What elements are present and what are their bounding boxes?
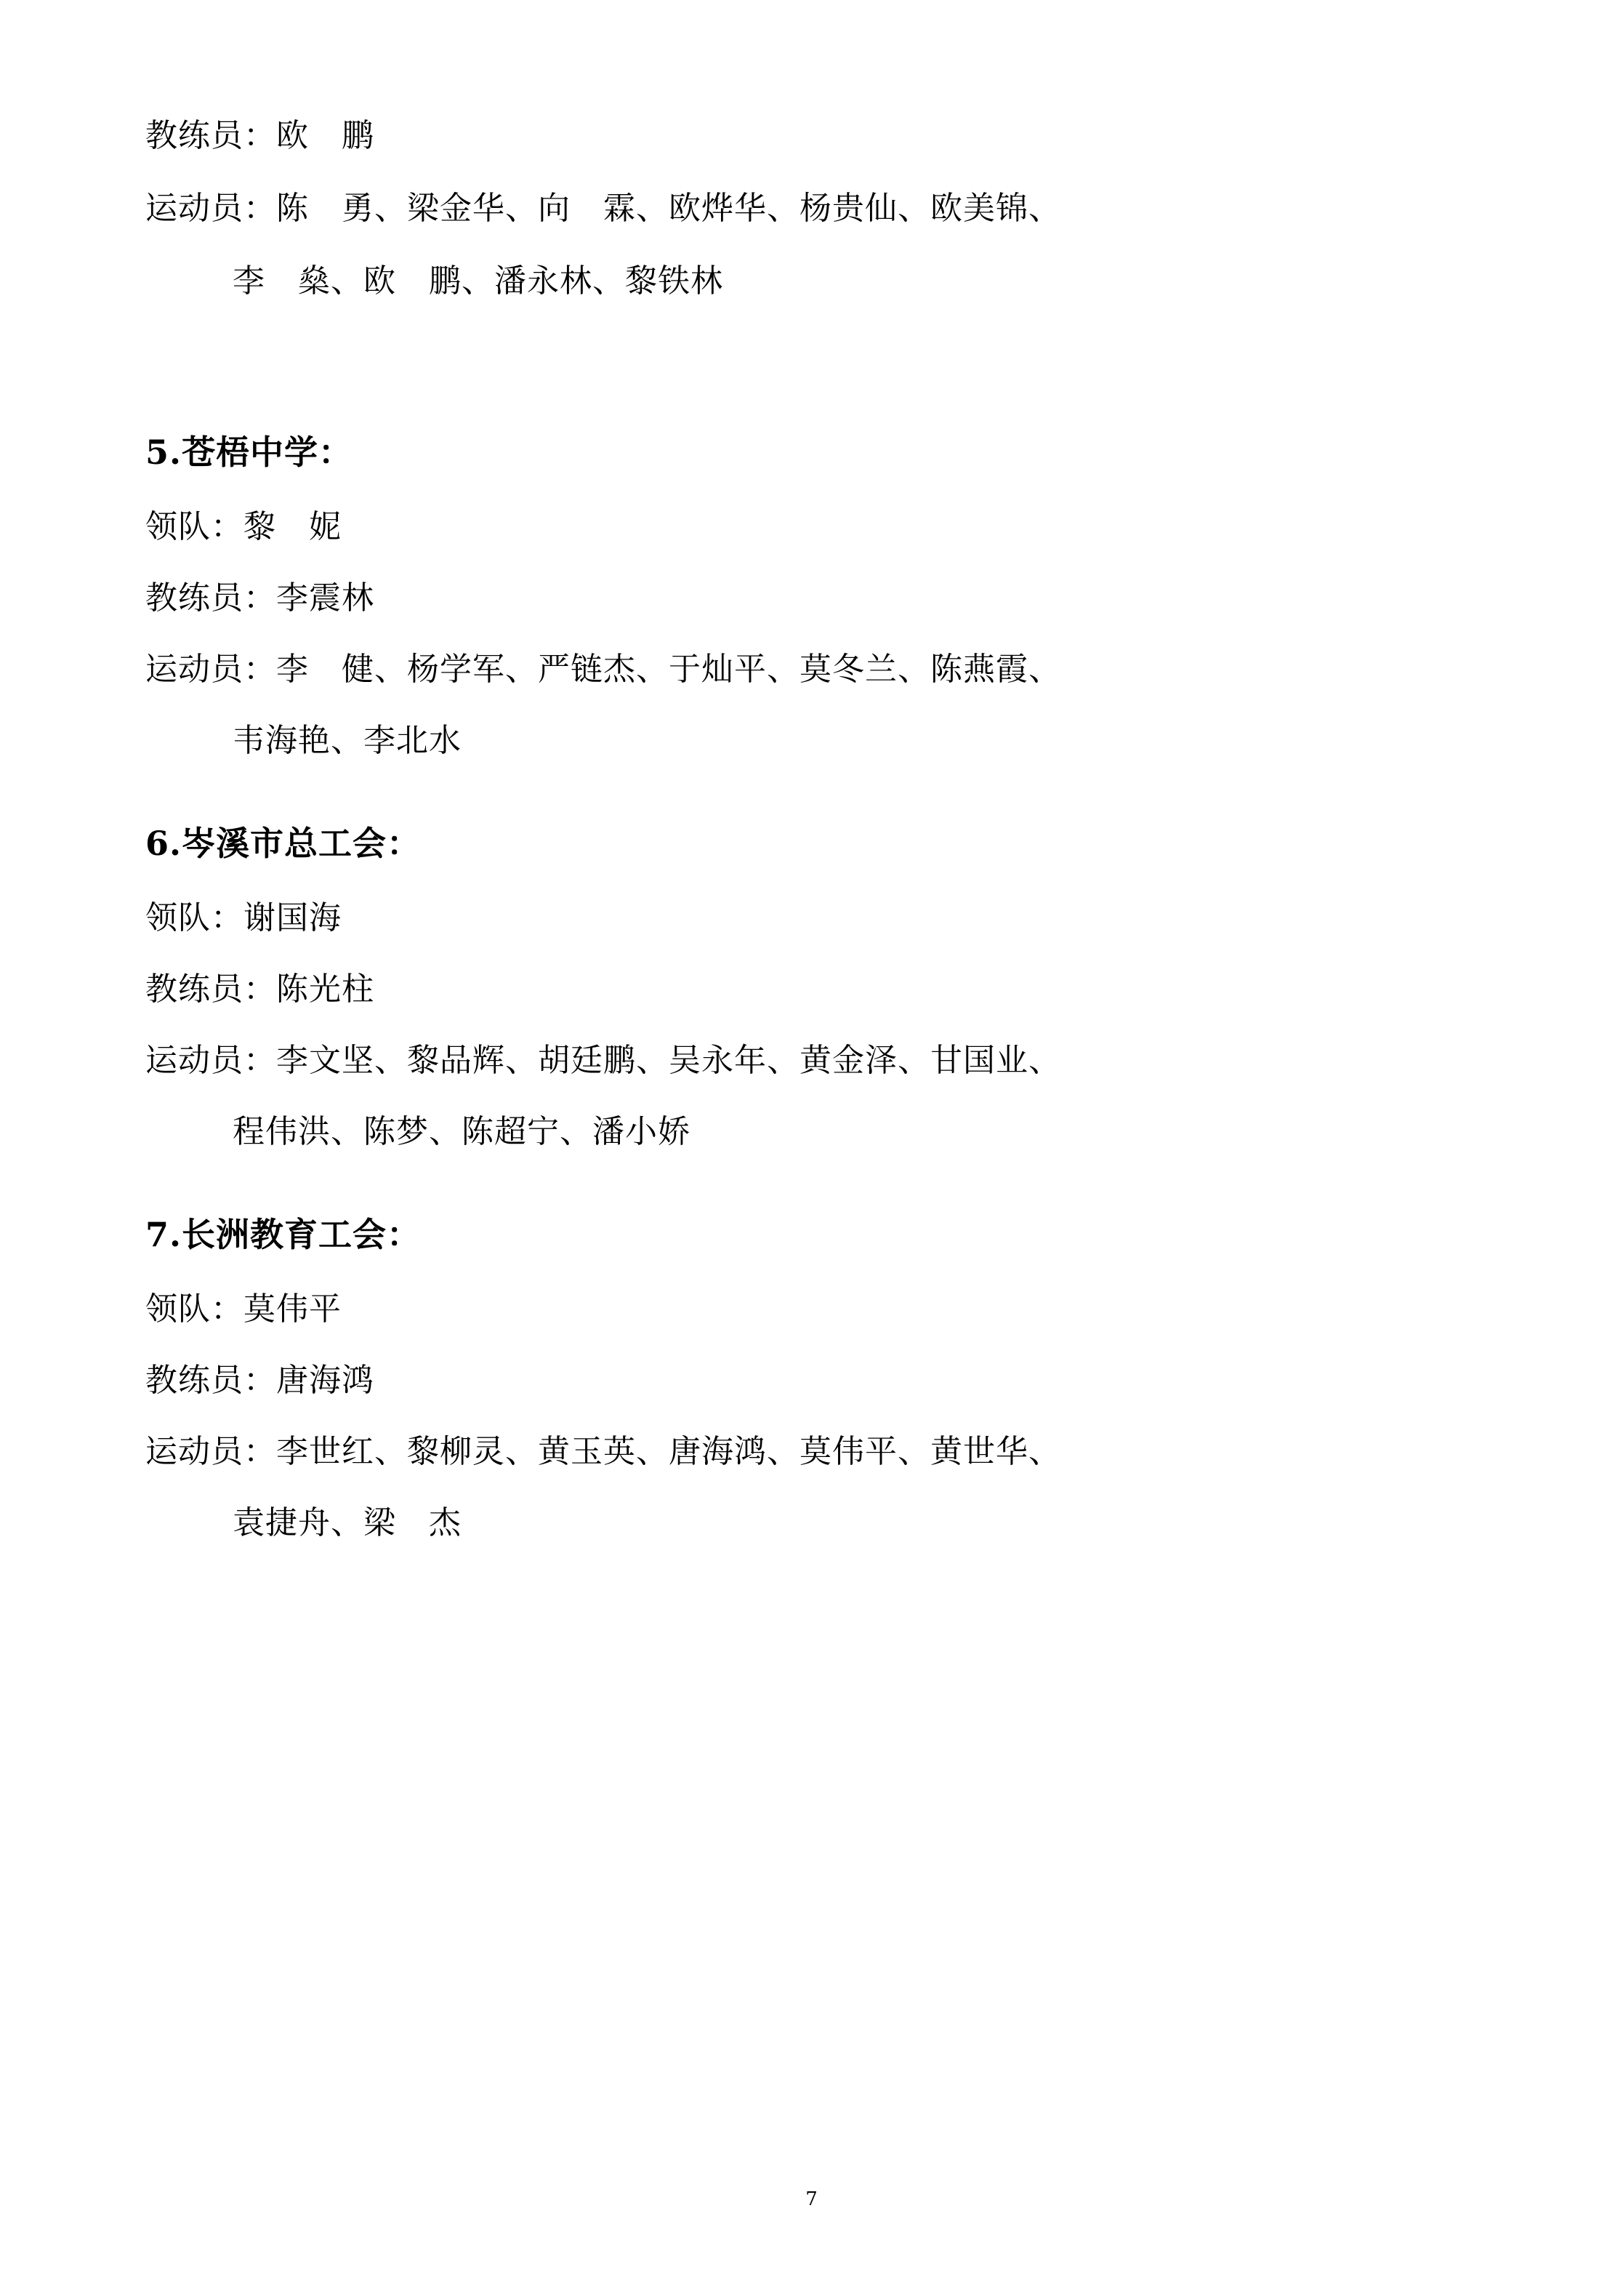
athletes-line-continued: 韦海艳、李北水 [233,722,462,759]
athletes-line: 运动员：陈 勇、梁金华、向 霖、欧烨华、杨贵仙、欧美锦、 [145,190,1061,227]
athletes-line: 运动员：李世红、黎柳灵、黄玉英、唐海鸿、莫伟平、黄世华、 [145,1433,1061,1470]
section-title: 5.苍梧中学： [145,433,353,472]
team-section-6 [145,817,1478,1152]
coach-line: 教练员：李震林 [145,579,374,617]
coach-line: 教练员：唐海鸿 [145,1362,374,1399]
page-number: 7 [805,2188,818,2210]
team-section-7 [145,1208,1478,1543]
athletes-line: 运动员：李文坚、黎品辉、胡廷鹏、吴永年、黄金泽、甘国业、 [145,1042,1061,1079]
leader-line: 领队：谢国海 [145,899,342,936]
athletes-line-continued: 李 燊、欧 鹏、潘永林、黎铁林 [233,262,723,300]
athletes-line-continued: 程伟洪、陈梦、陈超宁、潘小娇 [233,1113,690,1150]
athletes-line: 运动员：李 健、杨学军、严链杰、于灿平、莫冬兰、陈燕霞、 [145,651,1061,688]
leader-line: 领队：黎 妮 [145,508,342,545]
leader-line: 领队：莫伟平 [145,1291,342,1328]
spacer [145,327,1478,369]
team-section-5 [145,426,1478,760]
athletes-line-continued: 袁捷舟、梁 杰 [233,1504,462,1541]
coach-line: 教练员：陈光柱 [145,971,374,1008]
section-title: 6.岑溪市总工会： [145,824,422,863]
coach-line: 教练员：欧 鹏 [145,117,374,154]
section-title: 7.长洲教育工会： [145,1215,422,1254]
continued-team-entry [145,109,1478,301]
document-body [145,109,1478,1543]
